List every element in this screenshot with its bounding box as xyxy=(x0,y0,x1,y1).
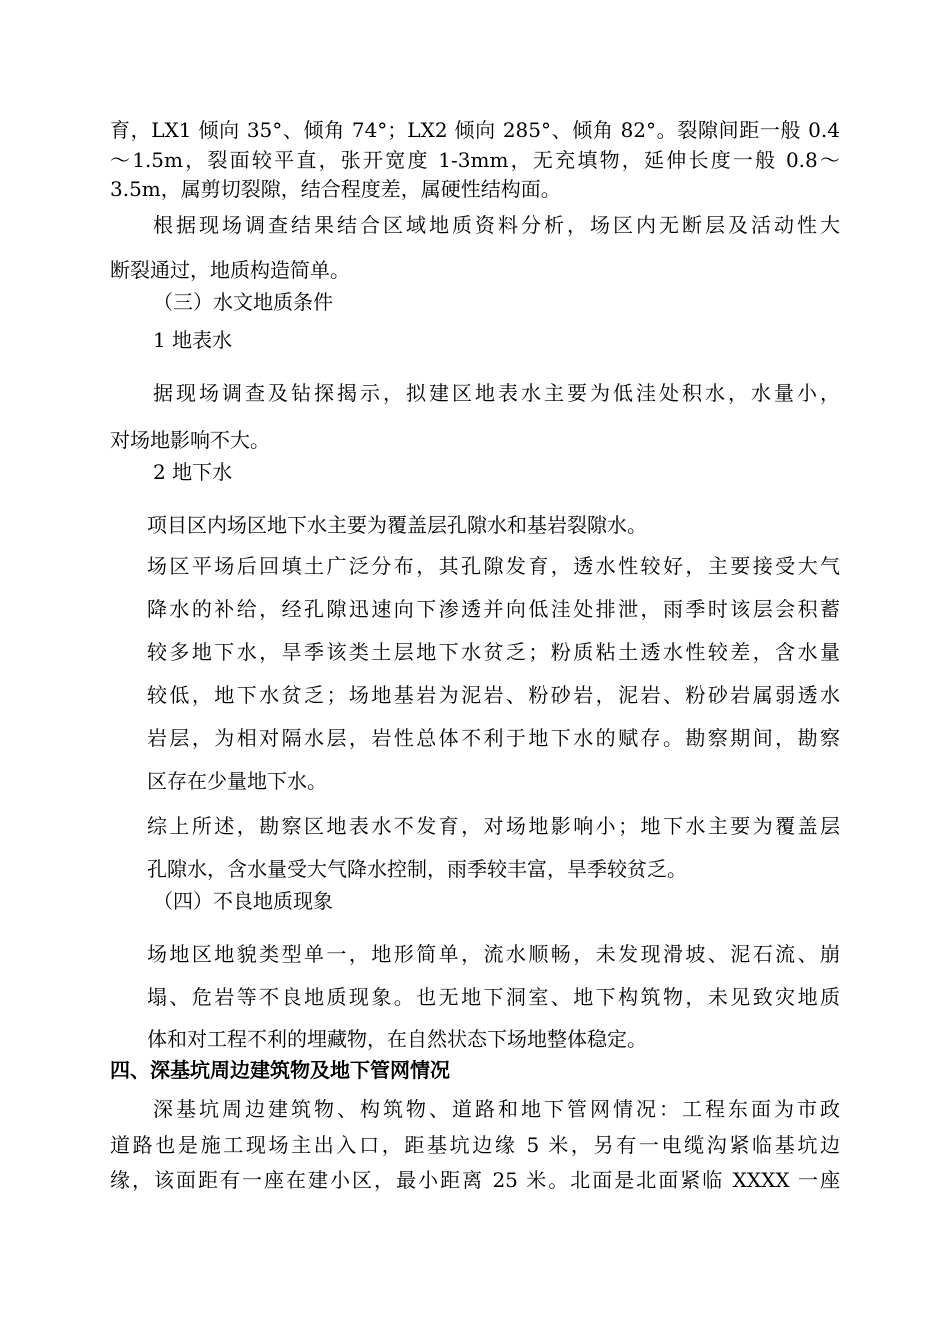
paragraph-line: ～1.5m，裂面较平直，张开宽度 1-3mm，无充填物，延伸长度一般 0.8～ xyxy=(110,148,840,172)
paragraph-line: 深基坑周边建筑物、构筑物、道路和地下管网情况：工程东面为市政 xyxy=(153,1097,840,1121)
paragraph-line: 根据现场调查结果结合区域地质资料分析，场区内无断层及活动性大 xyxy=(153,213,840,237)
paragraph-line: 断裂通过，地质构造简单。 xyxy=(110,258,350,282)
paragraph-line: 较低，地下水贫乏；场地基岩为泥岩、粉砂岩，泥岩、粉砂岩属弱透水 xyxy=(147,683,840,707)
chapter-heading: 四、深基坑周边建筑物及地下管网情况 xyxy=(110,1058,450,1082)
paragraph-line: 场地区地貌类型单一，地形简单，流水顺畅，未发现滑坡、泥石流、崩 xyxy=(147,942,840,966)
paragraph-line: 对场地影响不大。 xyxy=(110,428,270,452)
subsection-heading: 2 地下水 xyxy=(153,460,233,484)
paragraph-line: 塌、危岩等不良地质现象。也无地下洞室、地下构筑物，未见致灾地质 xyxy=(147,985,840,1009)
paragraph-line: 缘，该面距有一座在建小区，最小距离 25 米。北面是北面紧临 XXXX 一座 xyxy=(110,1168,840,1192)
section-heading: （四）不良地质现象 xyxy=(153,889,333,913)
paragraph-line: 3.5m，属剪切裂隙，结合程度差，属硬性结构面。 xyxy=(110,177,561,201)
paragraph-line: 据现场调查及钻探揭示，拟建区地表水主要为低洼处积水，水量小， xyxy=(153,381,840,405)
paragraph-line: 降水的补给，经孔隙迅速向下渗透并向低洼处排泄，雨季时该层会积蓄 xyxy=(147,597,840,621)
paragraph-line: 体和对工程不利的埋藏物，在自然状态下场地整体稳定。 xyxy=(147,1027,647,1051)
subsection-heading: 1 地表水 xyxy=(153,328,233,352)
paragraph-line: 育，LX1 倾向 35°、倾角 74°；LX2 倾向 285°、倾角 82°。裂隙间距一般 0.4 xyxy=(110,118,840,142)
paragraph-line: 项目区内场区地下水主要为覆盖层孔隙水和基岩裂隙水。 xyxy=(147,513,647,537)
section-heading: （三）水文地质条件 xyxy=(153,290,333,314)
paragraph-line: 综上所述，勘察区地表水不发育，对场地影响小；地下水主要为覆盖层 xyxy=(147,814,840,838)
paragraph-line: 区存在少量地下水。 xyxy=(147,769,327,793)
paragraph-line: 道路也是施工现场主出入口，距基坑边缘 5 米，另有一电缆沟紧临基坑边 xyxy=(110,1133,840,1157)
paragraph-line: 场区平场后回填土广泛分布，其孔隙发育，透水性较好，主要接受大气 xyxy=(147,554,840,578)
paragraph-line: 较多地下水，旱季该类土层地下水贫乏；粉质粘土透水性较差，含水量 xyxy=(147,640,840,664)
paragraph-line: 孔隙水，含水量受大气降水控制，雨季较丰富，旱季较贫乏。 xyxy=(147,857,687,881)
paragraph-line: 岩层，为相对隔水层，岩性总体不利于地下水的赋存。勘察期间，勘察 xyxy=(147,726,840,750)
